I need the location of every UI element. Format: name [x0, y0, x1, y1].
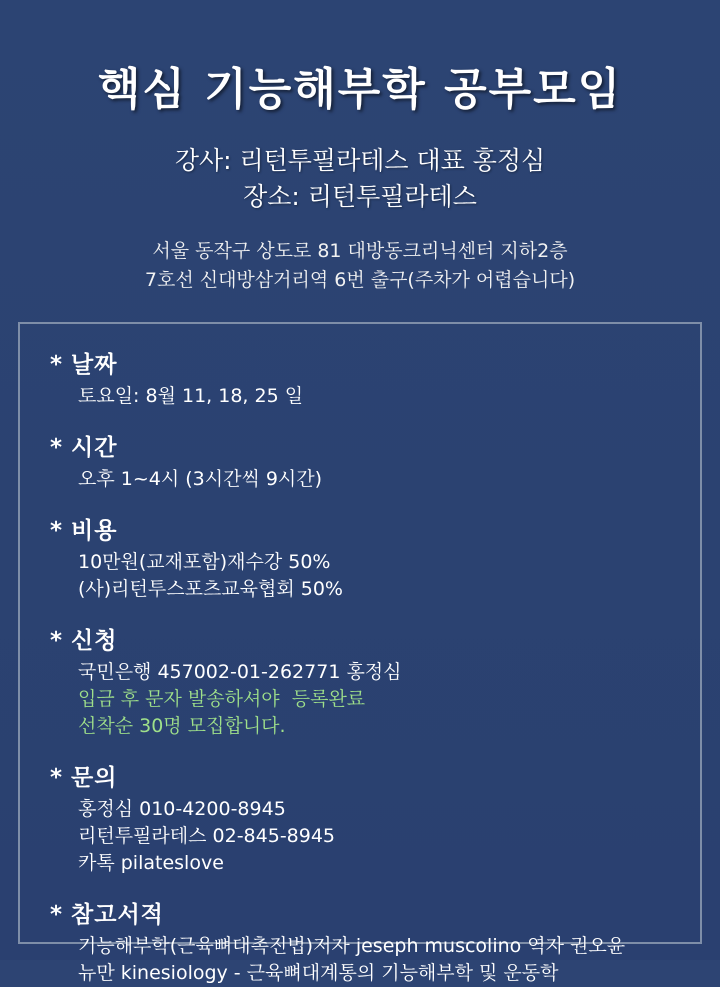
instructor-venue-block [0, 143, 720, 216]
poster-header [0, 0, 720, 294]
bullet-marker-icon: * [50, 352, 64, 378]
section-contact [50, 759, 670, 877]
bullet-marker-icon: * [50, 764, 64, 791]
detail-line-phone-studio: 리턴투필라테스 02-845-8945 [78, 824, 336, 847]
section-lines-contact [50, 796, 670, 877]
bullet-marker-icon: * [50, 901, 64, 928]
section-title-references [50, 896, 670, 929]
detail-line: 10만원(교재포함)재수강 50% [78, 550, 331, 573]
detail-line-kakao: 카톡 pilateslove [78, 851, 224, 874]
address-block [0, 237, 720, 294]
section-title-time [50, 429, 670, 462]
detail-line: 오후 1~4시 (3시간씩 9시간) [78, 467, 323, 490]
detail-line-bank-account: 국민은행 457002-01-262771 홍정심 [78, 660, 402, 683]
section-title-time-text: 시간 [71, 434, 118, 461]
section-title-date [50, 346, 670, 379]
bullet-marker-icon: * [50, 434, 64, 461]
page-title: 핵심 기능해부학 공부모임 [97, 64, 623, 115]
section-references [50, 896, 670, 987]
section-lines-time [50, 466, 670, 493]
section-lines-cost [50, 549, 670, 603]
instructor-line: 강사: 리턴투필라테스 대표 홍정심 [174, 145, 546, 175]
detail-line-registration-notice: 입금 후 문자 발송하셔야 등록완료 [78, 687, 366, 710]
section-cost [50, 512, 670, 603]
section-title-cost-text: 비용 [71, 517, 118, 544]
detail-line-reference-1: 기능해부학(근육뼈대촉진법)저자 jeseph muscolino 역자 권오윤 [78, 934, 626, 957]
section-application [50, 622, 670, 740]
address-line-transit: 7호선 신대방삼거리역 6번 출구(주차가 어렵습니다) [144, 268, 576, 291]
section-time [50, 429, 670, 493]
bullet-marker-icon: * [50, 517, 64, 544]
detail-line-phone-personal: 홍정심 010-4200-8945 [78, 797, 286, 820]
section-title-application [50, 622, 670, 655]
detail-line: (사)리턴투스포츠교육협회 50% [78, 577, 343, 600]
section-title-cost [50, 512, 670, 545]
section-title-contact-text: 문의 [71, 764, 118, 791]
detail-line-capacity-notice: 선착순 30명 모집합니다. [78, 714, 286, 737]
section-title-references-text: 참고서적 [71, 901, 164, 928]
venue-line: 장소: 리턴투필라테스 [243, 182, 477, 212]
section-date [50, 346, 670, 410]
section-lines-date [50, 383, 670, 410]
detail-line-reference-2: 뉴만 kinesiology - 근육뼈대계통의 기능해부학 및 운동학 [78, 961, 559, 984]
section-title-contact [50, 759, 670, 792]
details-panel [18, 322, 702, 984]
section-title-application-text: 신청 [71, 627, 118, 654]
detail-line: 토요일: 8월 11, 18, 25 일 [78, 385, 304, 407]
bullet-marker-icon: * [50, 627, 64, 654]
section-title-date-text: 날짜 [71, 352, 118, 378]
section-lines-application [50, 659, 670, 740]
address-line-street: 서울 동작구 상도로 81 대방동크리닉센터 지하2층 [152, 240, 568, 263]
